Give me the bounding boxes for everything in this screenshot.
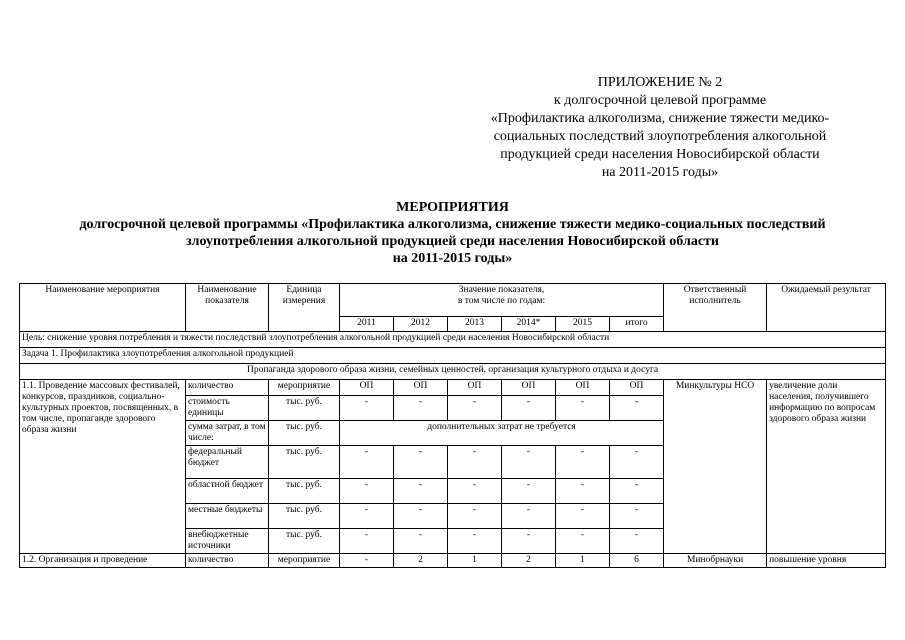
responsible-cell: Минкультуры НСО — [664, 380, 767, 554]
value-cell: - — [610, 446, 664, 479]
value-cell: ОП — [394, 380, 448, 396]
unit-cell: тыс. руб. — [269, 479, 340, 504]
result-cell: увеличение доли населения, получившего информацию по вопросам здорового образа жизни — [767, 380, 886, 554]
unit-cell: тыс. руб. — [269, 396, 340, 421]
goal-text: Цель: снижение уровня потребления и тяжести последствий злоупотребления алкогольной продукцией среди населения Новосибирской области — [20, 332, 886, 348]
appendix-line: продукцией среди населения Новосибирской области — [500, 147, 820, 162]
value-cell: - — [502, 529, 556, 554]
task-text: Задача 1. Профилактика злоупотребления алкогольной продукцией — [20, 348, 886, 364]
value-cell: - — [340, 396, 394, 421]
title-line: злоупотребления алкогольной продукцией среди населения Новосибирской области — [186, 234, 719, 249]
task-row — [20, 348, 886, 364]
unit-cell: мероприятие — [269, 554, 340, 568]
value-cell: - — [340, 504, 394, 529]
header-value-sub: в том числе по годам: — [457, 296, 546, 306]
unit-cell: тыс. руб. — [269, 421, 340, 446]
responsible-cell: Минобрнауки — [664, 554, 767, 568]
value-cell: - — [340, 446, 394, 479]
value-cell: - — [448, 446, 502, 479]
year-cell: 2013 — [448, 317, 502, 332]
value-cell: - — [610, 504, 664, 529]
header-unit: Единица измерения — [269, 284, 340, 332]
value-cell: - — [340, 479, 394, 504]
appendix-line: к долгосрочной целевой программе — [553, 93, 767, 108]
title-line: на 2011-2015 годы» — [392, 251, 513, 266]
event-name: 1.1. Проведение массовых фестивалей, конкурсов, праздников, социально-культурных проектов, посвященных, в том числе, пропаганде здорового образа жизни — [20, 380, 186, 554]
value-cell: - — [394, 529, 448, 554]
value-cell: - — [340, 529, 394, 554]
goal-row — [20, 332, 886, 348]
event-name: 1.2. Организация и проведение — [20, 554, 186, 568]
indicator-cell: количество — [186, 554, 269, 568]
value-cell: - — [394, 396, 448, 421]
indicator-cell: местные бюджеты — [186, 504, 269, 529]
value-cell: - — [556, 504, 610, 529]
indicator-cell: стоимость единицы — [186, 396, 269, 421]
unit-cell: тыс. руб. — [269, 529, 340, 554]
value-cell: 1 — [556, 554, 610, 568]
value-cell: - — [502, 396, 556, 421]
value-cell: - — [448, 479, 502, 504]
value-cell: - — [502, 446, 556, 479]
indicator-cell: количество — [186, 380, 269, 396]
document-title — [0, 199, 905, 267]
value-cell: 2 — [502, 554, 556, 568]
value-cell: - — [556, 479, 610, 504]
year-cell: 2015 — [556, 317, 610, 332]
value-cell: ОП — [502, 380, 556, 396]
value-cell: - — [502, 479, 556, 504]
merged-value-cell: дополнительных затрат не требуется — [340, 421, 664, 446]
section-row — [20, 364, 886, 380]
value-cell: - — [556, 446, 610, 479]
value-cell: 1 — [448, 554, 502, 568]
appendix-line: «Профилактика алкоголизма, снижение тяжести медико- — [490, 111, 830, 126]
value-cell: ОП — [448, 380, 502, 396]
value-cell: - — [502, 504, 556, 529]
year-cell: итого — [610, 317, 664, 332]
value-cell: ОП — [556, 380, 610, 396]
value-cell: - — [610, 529, 664, 554]
header-value — [340, 284, 664, 317]
value-cell: - — [340, 554, 394, 568]
appendix-block — [470, 74, 850, 182]
header-value-line: Значение показателя, — [458, 285, 545, 295]
table-row — [20, 380, 886, 396]
table-row — [20, 554, 886, 568]
unit-cell: мероприятие — [269, 380, 340, 396]
result-cell: повышение уровня — [767, 554, 886, 568]
year-cell: 2014* — [502, 317, 556, 332]
value-cell: 2 — [394, 554, 448, 568]
value-cell: - — [394, 446, 448, 479]
value-cell: 6 — [610, 554, 664, 568]
value-cell: - — [394, 504, 448, 529]
value-cell: - — [448, 504, 502, 529]
value-cell: ОП — [340, 380, 394, 396]
header-event: Наименование мероприятия — [20, 284, 186, 332]
value-cell: - — [610, 479, 664, 504]
title-line: долгосрочной целевой программы «Профилактика алкоголизма, снижение тяжести медико-социальных последствий — [79, 217, 826, 232]
measures-table — [19, 283, 886, 568]
value-cell: ОП — [610, 380, 664, 396]
appendix-line: на 2011-2015 годы» — [601, 165, 719, 180]
indicator-cell: сумма затрат, в том числе: — [186, 421, 269, 446]
value-cell: - — [448, 529, 502, 554]
header-responsible: Ответственный исполнитель — [664, 284, 767, 332]
section-text: Пропаганда здорового образа жизни, семейных ценностей, организация культурного отдыха и досуга — [20, 364, 886, 380]
value-cell: - — [448, 396, 502, 421]
title-heading: МЕРОПРИЯТИЯ — [396, 200, 509, 215]
indicator-cell: федеральный бюджет — [186, 446, 269, 479]
unit-cell: тыс. руб. — [269, 504, 340, 529]
value-cell: - — [394, 479, 448, 504]
unit-cell: тыс. руб. — [269, 446, 340, 479]
header-row — [20, 284, 886, 317]
value-cell: - — [610, 396, 664, 421]
indicator-cell: внебюджетные источники — [186, 529, 269, 554]
year-cell: 2012 — [394, 317, 448, 332]
header-indicator: Наименование показателя — [186, 284, 269, 332]
value-cell: - — [556, 529, 610, 554]
appendix-line: ПРИЛОЖЕНИЕ № 2 — [597, 75, 723, 90]
appendix-line: социальных последствий злоупотребления алкогольной — [493, 129, 827, 144]
indicator-cell: областной бюджет — [186, 479, 269, 504]
header-result: Ожидаемый результат — [767, 284, 886, 332]
year-cell: 2011 — [340, 317, 394, 332]
value-cell: - — [556, 396, 610, 421]
